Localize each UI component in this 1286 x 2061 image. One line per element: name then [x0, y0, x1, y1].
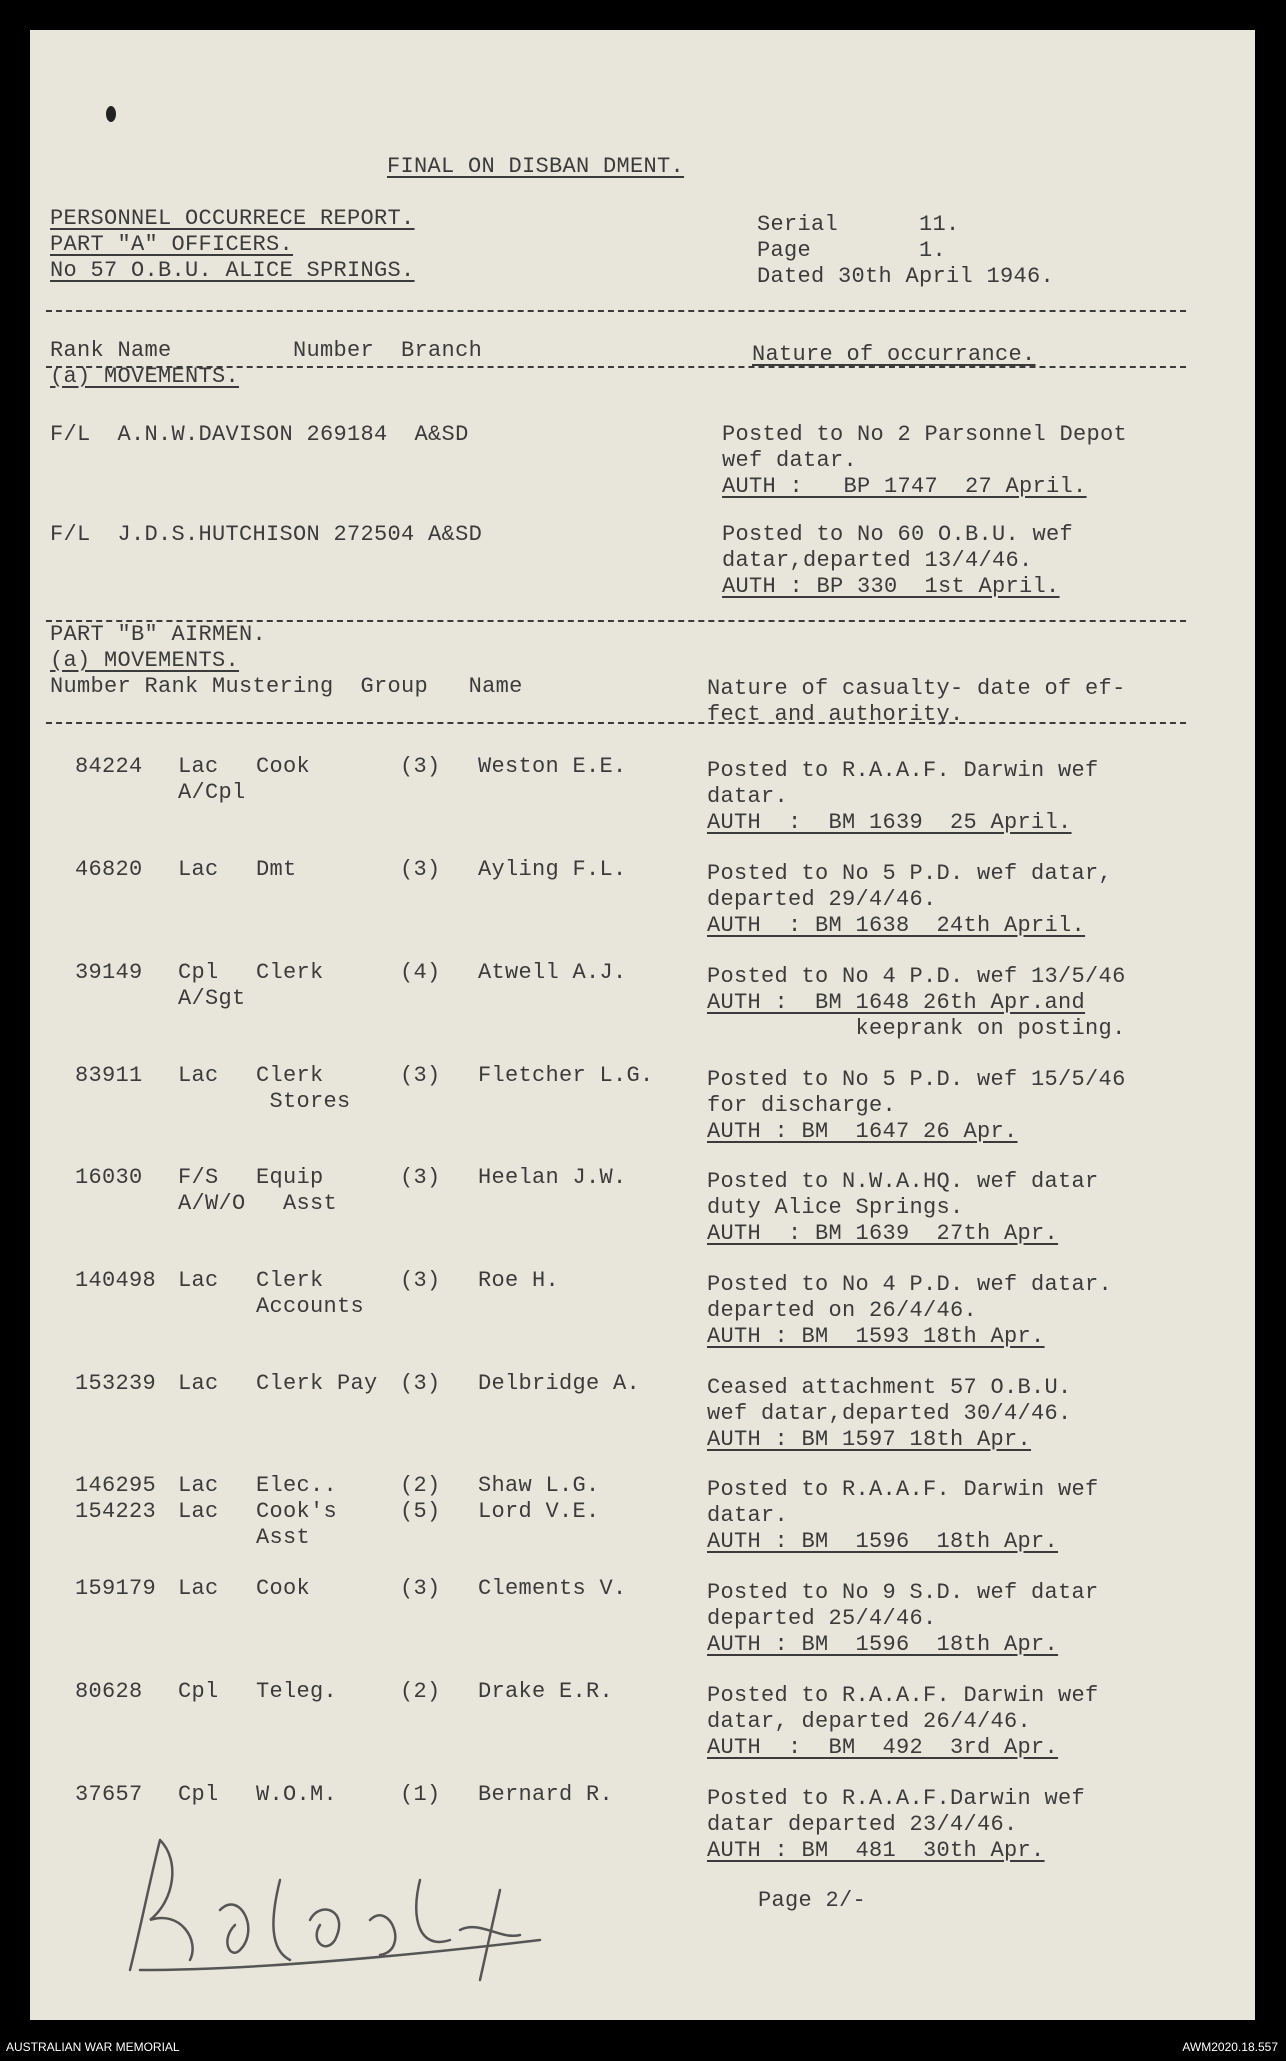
airman-group: (4) [400, 960, 441, 985]
airman-rank: Cpl [178, 1782, 219, 1807]
airman-number: 159179 [75, 1576, 157, 1601]
document-title: FINAL ON DISBAN DMENT. [387, 154, 685, 179]
airman-rank: A/Cpl [178, 780, 246, 805]
airman-nature-line: departed on 26/4/46. [707, 1298, 978, 1323]
next-page-marker: Page 2/- [758, 1888, 867, 1913]
airman-name: Ayling F.L. [478, 857, 627, 882]
airman-rank: Lac [178, 754, 219, 779]
officer-row-left: F/L J.D.S.HUTCHISON 272504 A&SD [50, 522, 483, 547]
airman-nature-line: keeprank on posting. [707, 1016, 1126, 1041]
officer-nature-line: AUTH : BP 330 1st April. [722, 574, 1060, 599]
airman-name: Bernard R. [478, 1782, 614, 1807]
airman-number: 146295 [75, 1473, 157, 1498]
divider [46, 310, 1186, 314]
airman-rank: F/S [178, 1165, 219, 1190]
airman-number: 83911 [75, 1063, 143, 1088]
airman-nature-line: datar. [707, 1503, 789, 1528]
handwritten-signature [120, 1820, 640, 1990]
airman-nature-line: AUTH : BM 481 30th Apr. [707, 1838, 1045, 1863]
airman-mustering: Clerk [256, 1063, 324, 1088]
airman-group: (1) [400, 1782, 441, 1807]
part-b-title: PART "B" AIRMEN. [50, 622, 267, 647]
airman-number: 153239 [75, 1371, 157, 1396]
airman-number: 84224 [75, 754, 143, 779]
airman-name: Delbridge A. [478, 1371, 641, 1396]
airman-name: Atwell A.J. [478, 960, 627, 985]
report-unit: No 57 O.B.U. ALICE SPRINGS. [50, 258, 415, 283]
airman-number: 46820 [75, 857, 143, 882]
airman-name: Fletcher L.G. [478, 1063, 654, 1088]
airman-number: 140498 [75, 1268, 157, 1293]
airman-number: 154223 [75, 1499, 157, 1524]
airman-nature-line: Posted to R.A.A.F. Darwin wef [707, 758, 1099, 783]
airman-rank: Lac [178, 1268, 219, 1293]
airman-group: (3) [400, 1371, 441, 1396]
airman-mustering: W.O.M. [256, 1782, 338, 1807]
airman-group: (2) [400, 1473, 441, 1498]
airman-nature-line: AUTH : BM 1596 18th Apr. [707, 1529, 1059, 1554]
part-a-column-headers: Rank Name Number Branch [50, 338, 483, 363]
document-page [30, 30, 1255, 2020]
part-a-section: (a) MOVEMENTS. [50, 364, 240, 389]
airman-mustering: Accounts [256, 1294, 365, 1319]
airman-nature-line: Posted to R.A.A.F. Darwin wef [707, 1683, 1099, 1708]
airman-nature-line: datar departed 23/4/46. [707, 1812, 1018, 1837]
airman-rank: Lac [178, 1576, 219, 1601]
airman-number: 39149 [75, 960, 143, 985]
report-part: PART "A" OFFICERS. [50, 232, 294, 257]
part-b-nature-header-2: fect and authority. [707, 702, 964, 727]
airman-nature-line: Posted to No 5 P.D. wef 15/5/46 [707, 1067, 1126, 1092]
airman-name: Roe H. [478, 1268, 560, 1293]
page-number: Page 1. [757, 238, 947, 263]
footer-reference: AWM2020.18.557 [1182, 2040, 1278, 2054]
officer-row-left: F/L A.N.W.DAVISON 269184 A&SD [50, 422, 469, 447]
airman-nature-line: departed 25/4/46. [707, 1606, 937, 1631]
airman-nature-line: AUTH : BM 1593 18th Apr. [707, 1324, 1045, 1349]
divider [46, 722, 1186, 726]
airman-nature-line: Ceased attachment 57 O.B.U. [707, 1375, 1072, 1400]
airman-rank: A/W/O [178, 1191, 246, 1216]
airman-nature-line: AUTH : BM 1639 27th Apr. [707, 1221, 1059, 1246]
airman-mustering: Cook [256, 1576, 311, 1601]
airman-mustering: Elec.. [256, 1473, 338, 1498]
airman-rank: Lac [178, 857, 219, 882]
airman-nature-line: datar. [707, 784, 789, 809]
airman-nature-line: AUTH : BM 1638 24th April. [707, 913, 1086, 938]
airman-nature-line: Posted to No 9 S.D. wef datar [707, 1580, 1099, 1605]
airman-group: (3) [400, 754, 441, 779]
footer-source: AUSTRALIAN WAR MEMORIAL [6, 2040, 180, 2054]
part-b-column-headers: Number Rank Mustering Group Name [50, 674, 523, 699]
part-a-nature-header: Nature of occurrance. [752, 342, 1036, 367]
officer-nature-line: Posted to No 2 Parsonnel Depot [722, 422, 1128, 447]
airman-nature-line: Posted to No 4 P.D. wef 13/5/46 [707, 964, 1126, 989]
airman-rank: Lac [178, 1499, 219, 1524]
airman-nature-line: datar, departed 26/4/46. [707, 1709, 1032, 1734]
airman-group: (2) [400, 1679, 441, 1704]
airman-group: (3) [400, 1268, 441, 1293]
airman-mustering: Clerk [256, 1268, 324, 1293]
airman-group: (3) [400, 1063, 441, 1088]
airman-nature-line: duty Alice Springs. [707, 1195, 964, 1220]
airman-nature-line: Posted to No 4 P.D. wef datar. [707, 1272, 1113, 1297]
report-title: PERSONNEL OCCURRECE REPORT. [50, 206, 415, 231]
airman-group: (5) [400, 1499, 441, 1524]
airman-mustering: Clerk Pay [256, 1371, 378, 1396]
airman-number: 80628 [75, 1679, 143, 1704]
airman-number: 16030 [75, 1165, 143, 1190]
airman-nature-line: Posted to R.A.A.F.Darwin wef [707, 1786, 1086, 1811]
officer-nature-line: Posted to No 60 O.B.U. wef [722, 522, 1074, 547]
airman-name: Drake E.R. [478, 1679, 614, 1704]
airman-rank: A/Sgt [178, 986, 246, 1011]
airman-name: Lord V.E. [478, 1499, 600, 1524]
airman-nature-line: AUTH : BM 1648 26th Apr.and [707, 990, 1086, 1015]
airman-name: Clements V. [478, 1576, 627, 1601]
airman-nature-line: for discharge. [707, 1093, 897, 1118]
airman-number: 37657 [75, 1782, 143, 1807]
airman-mustering: Cook [256, 754, 311, 779]
ink-blot [106, 106, 116, 122]
airman-mustering: Cook's [256, 1499, 338, 1524]
officer-nature-line: datar,departed 13/4/46. [722, 548, 1033, 573]
airman-rank: Lac [178, 1063, 219, 1088]
airman-mustering: Asst [256, 1191, 338, 1216]
airman-rank: Cpl [178, 1679, 219, 1704]
report-date: Dated 30th April 1946. [757, 264, 1055, 289]
airman-mustering: Teleg. [256, 1679, 338, 1704]
airman-nature-line: Posted to N.W.A.HQ. wef datar [707, 1169, 1099, 1194]
airman-nature-line: AUTH : BM 492 3rd Apr. [707, 1735, 1059, 1760]
airman-nature-line: AUTH : BM 1597 18th Apr. [707, 1427, 1032, 1452]
airman-name: Weston E.E. [478, 754, 627, 779]
airman-nature-line: AUTH : BM 1596 18th Apr. [707, 1632, 1059, 1657]
officer-nature-line: AUTH : BP 1747 27 April. [722, 474, 1087, 499]
airman-name: Shaw L.G. [478, 1473, 600, 1498]
airman-nature-line: AUTH : BM 1647 26 Apr. [707, 1119, 1018, 1144]
part-b-nature-header-1: Nature of casualty- date of ef- [707, 676, 1126, 701]
airman-mustering: Equip [256, 1165, 324, 1190]
airman-mustering: Stores [256, 1089, 351, 1114]
officer-nature-line: wef datar. [722, 448, 858, 473]
airman-nature-line: wef datar,departed 30/4/46. [707, 1401, 1072, 1426]
airman-rank: Lac [178, 1473, 219, 1498]
airman-nature-line: departed 29/4/46. [707, 887, 937, 912]
airman-mustering: Dmt [256, 857, 297, 882]
part-b-section: (a) MOVEMENTS. [50, 648, 240, 673]
airman-nature-line: AUTH : BM 1639 25 April. [707, 810, 1072, 835]
airman-group: (3) [400, 857, 441, 882]
airman-rank: Cpl [178, 960, 219, 985]
airman-nature-line: Posted to R.A.A.F. Darwin wef [707, 1477, 1099, 1502]
airman-nature-line: Posted to No 5 P.D. wef datar, [707, 861, 1113, 886]
airman-mustering: Asst [256, 1525, 311, 1550]
airman-group: (3) [400, 1576, 441, 1601]
airman-rank: Lac [178, 1371, 219, 1396]
airman-mustering: Clerk [256, 960, 324, 985]
airman-name: Heelan J.W. [478, 1165, 627, 1190]
airman-group: (3) [400, 1165, 441, 1190]
serial-number: Serial 11. [757, 212, 960, 237]
